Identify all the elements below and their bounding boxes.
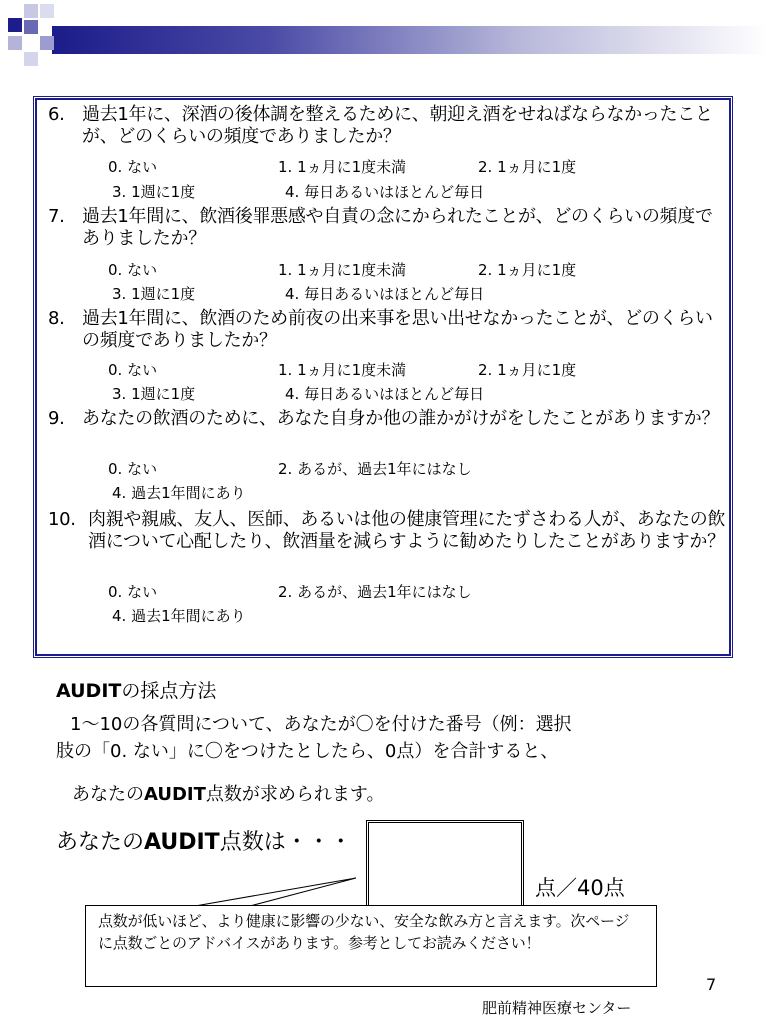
option: 2. 1ヵ月に1度 [478, 361, 577, 379]
question-number: 6. [48, 104, 65, 125]
question-number: 9. [48, 408, 65, 429]
option: 2. あるが、過去1年にはなし [278, 460, 472, 478]
option: 4. 毎日あるいはほとんど毎日 [285, 183, 485, 201]
option: 0. ない [108, 583, 158, 601]
option: 4. 過去1年間にあり [112, 607, 246, 625]
score-label-b: AUDIT [144, 830, 220, 855]
page-number: 7 [706, 975, 717, 994]
scoring-title-bold: AUDIT [56, 680, 122, 702]
option: 3. 1週に1度 [112, 385, 196, 403]
question-number: 8. [48, 308, 65, 329]
scoring-line-3c: 点数が求められます。 [205, 784, 385, 805]
question-text: 過去1年間に、飲酒後罪悪感や自責の念にかられたことが、どのくらいの頻度でありましたか？ [82, 206, 713, 249]
score-unit: 点／40点 [535, 876, 625, 900]
scoring-line-3b: AUDIT [144, 784, 206, 805]
option: 4. 毎日あるいはほとんど毎日 [285, 285, 485, 303]
option: 1. 1ヵ月に1度未満 [278, 261, 407, 279]
option: 0. ない [108, 261, 158, 279]
option: 1. 1ヵ月に1度未満 [278, 158, 407, 176]
option: 2. 1ヵ月に1度 [478, 158, 577, 176]
question-text: 肉親や親戚、友人、医師、あるいは他の健康管理にたずさわる人が、あなたの飲酒について心配したり、飲酒量を減らすように勧めたりしたことがありますか？ [88, 509, 726, 552]
option: 3. 1週に1度 [112, 285, 196, 303]
option: 4. 毎日あるいはほとんど毎日 [285, 385, 485, 403]
advice-callout: 点数が低いほど、より健康に影響の少ない、安全な飲み方と言えます。次ページに点数ごとのアドバイスがあります。参考としてお読みください！ [85, 905, 657, 987]
footer-organization: 肥前精神医療センター [482, 999, 632, 1017]
scoring-line-2: 肢の「0. ない」に〇をつけたとしたら、0点）を合計すると、 [56, 741, 559, 762]
option: 0. ない [108, 158, 158, 176]
scoring-title-rest: の採点方法 [121, 680, 217, 702]
option: 0. ない [108, 460, 158, 478]
score-label-a: あなたの [56, 830, 145, 855]
question-text: あなたの飲酒のために、あなた自身か他の誰かがけがをしたことがありますか？ [82, 408, 720, 429]
option: 2. あるが、過去1年にはなし [278, 583, 472, 601]
question-text: 過去1年間に、飲酒のため前夜の出来事を思い出せなかったことが、どのくらいの頻度でありましたか？ [82, 308, 713, 351]
option: 1. 1ヵ月に1度未満 [278, 361, 407, 379]
option: 0. ない [108, 361, 158, 379]
option: 4. 過去1年間にあり [112, 484, 246, 502]
score-label-c: 点数は・・・ [219, 830, 352, 855]
scoring-line-3a: あなたの [72, 784, 144, 805]
question-number: 10. [48, 509, 76, 530]
scoring-line-1: 1～10の各質問について、あなたが〇を付けた番号（例：選択 [70, 714, 572, 735]
option: 2. 1ヵ月に1度 [478, 261, 577, 279]
question-text: 過去1年に、深酒の後体調を整えるために、朝迎え酒をせねばならなかったことが、どのくらいの頻度でありましたか？ [82, 104, 713, 147]
question-number: 7. [48, 206, 65, 227]
option: 3. 1週に1度 [112, 183, 196, 201]
